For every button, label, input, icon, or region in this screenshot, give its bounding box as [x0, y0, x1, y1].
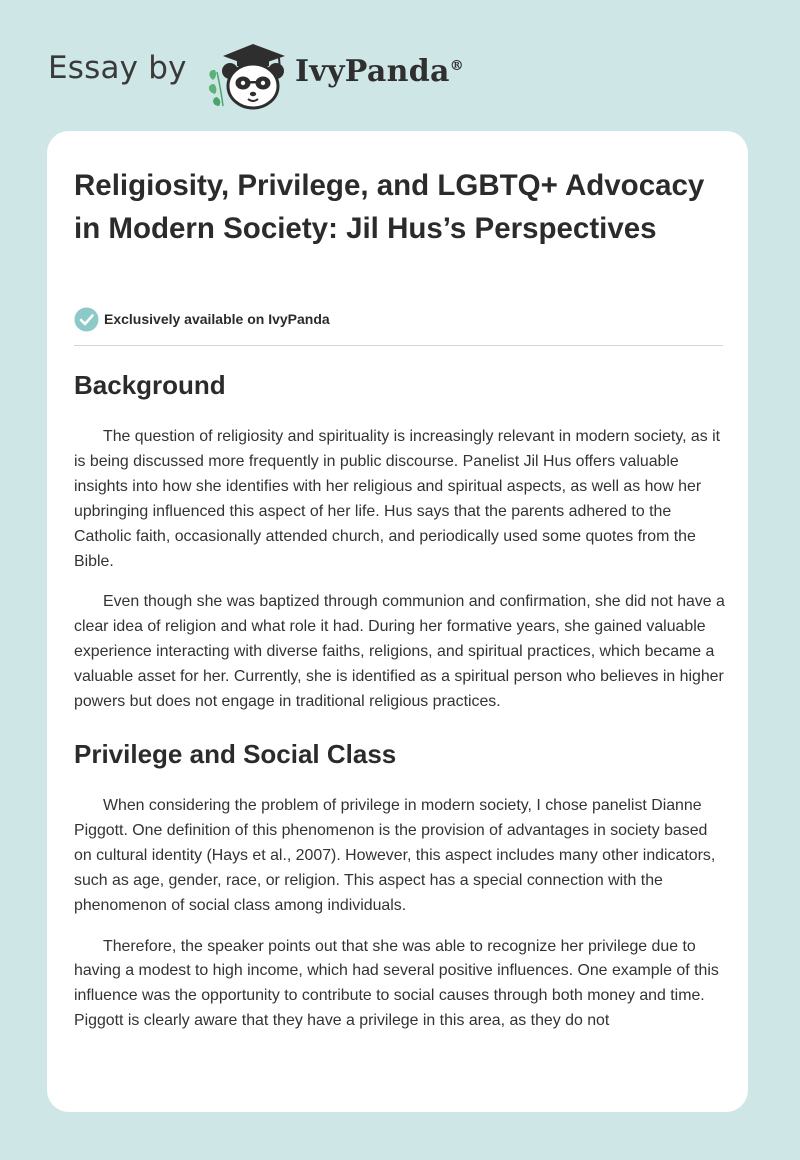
essay-body: [74, 363, 728, 1050]
exclusive-badge-label: Exclusively available on IvyPanda: [104, 311, 330, 327]
paragraph: The question of religiosity and spirituality is increasingly relevant in modern society, as it is being discussed more frequently in public discourse. Panelist Jil Hus offers valuable insights into how she identifies with her religious and spiritual aspects, as well as how her upbringing influenced this aspect of her life. Hus says that the parents adhered to the Catholic faith, occasionally attended church, and periodically used some quotes from the Bible.: [74, 428, 721, 570]
paragraph: Even though she was baptized through communion and confirmation, she did not have a clear idea of religion and what role it had. During her formative years, she gained valuable experience interacting with diverse faiths, religions, and spiritual practices, which became a valuable asset for her. Currently, she is identified as a spiritual person who believes in higher powers but does not engage in traditional religious practices.: [74, 593, 725, 711]
registered-mark: ®: [449, 58, 465, 74]
site-header: [48, 36, 508, 112]
essay-by-label: Essay by: [48, 50, 187, 86]
section-heading-background: Background: [74, 370, 226, 400]
paragraph: Therefore, the speaker points out that she was able to recognize her privilege due to having a modest to high income, which had several positive influences. One example of this influence was the opportunity to contribute to social causes through both money and time. Piggott is clearly aware that they have a privilege in this area, as they do not: [74, 937, 719, 1030]
paragraph: When considering the problem of privilege in modern society, I chose panelist Dianne Piggott. One definition of this phenomenon is the provision of advantages in society based on cultural identity (Hays et al., 2007). However, this aspect includes many other indicators, such as age, gender, race, or religion. This aspect has a special connection with the phenomenon of social class among individuals.: [74, 796, 716, 914]
title-divider: [74, 345, 723, 346]
check-circle-icon: [74, 307, 99, 332]
essay-title: Religiosity, Privilege, and LGBTQ+ Advocacy in Modern Society: Jil Hus’s Perspectives: [74, 169, 705, 245]
exclusive-badge: [74, 306, 330, 332]
brand-name[interactable]: IvyPanda®: [295, 54, 465, 89]
essay-card: [47, 131, 748, 1112]
section-heading-privilege: Privilege and Social Class: [74, 738, 397, 769]
panda-logo-icon[interactable]: [203, 36, 295, 112]
